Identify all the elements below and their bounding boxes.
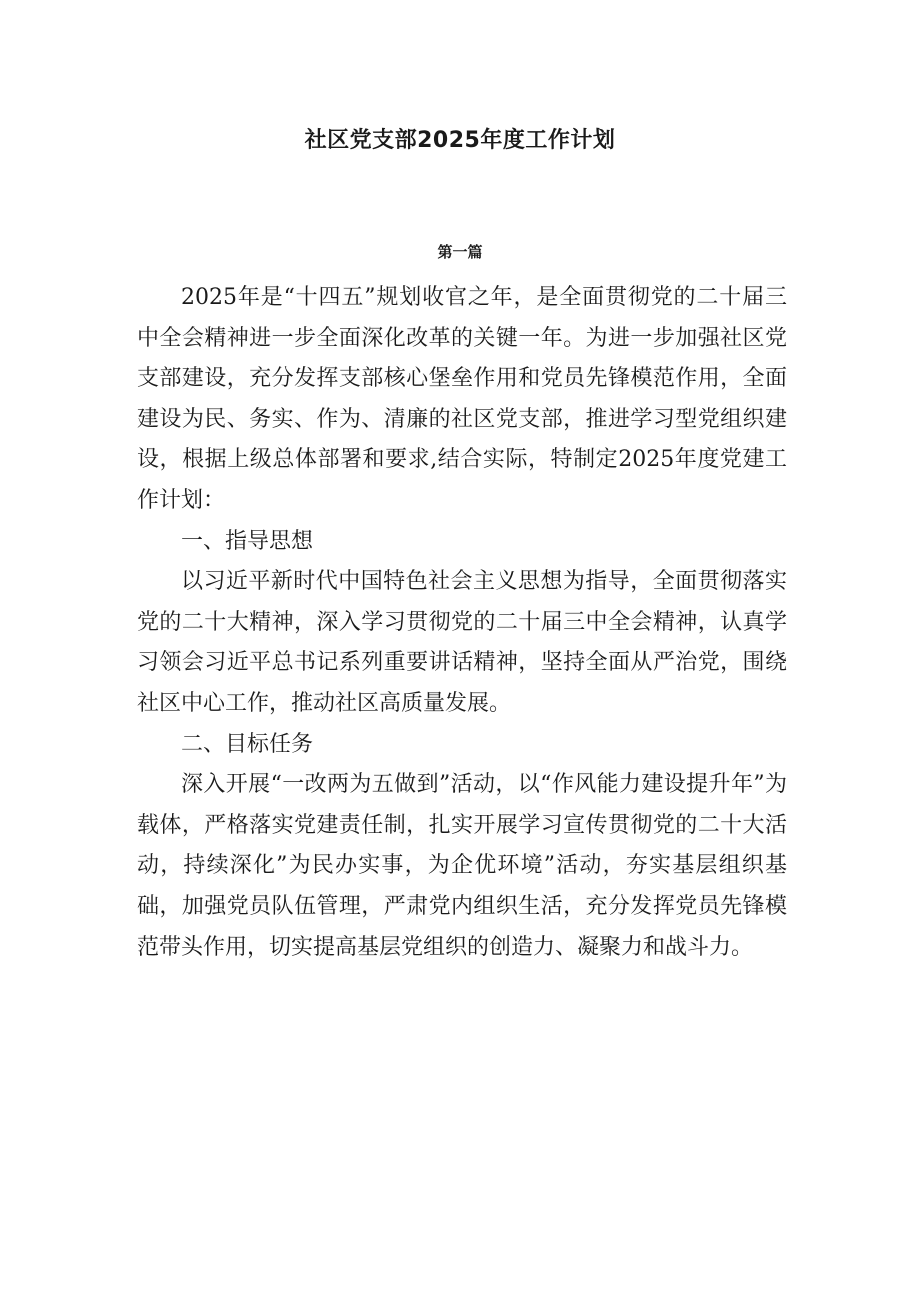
document-title: 社区党支部2025年度工作计划 — [304, 128, 616, 153]
heading-guiding-ideology: 一、指导思想 — [181, 528, 314, 554]
section-subtitle: 第一篇 — [437, 243, 483, 261]
paragraph-intro: 2025年是“十四五”规划收官之年，是全面贯彻党的二十届三中全会精神进一步全面深化改革的关键一年。为进一步加强社区党支部建设，充分发挥支部核心堡垒作用和党员先锋模范作用，全面建设为民、务实、作为、清廉的社区党支部，推进学习型党组织建设，根据上级总体部署和要求,结合实际，特制定2025年度党建工作计划： — [137, 285, 787, 513]
document-body — [137, 278, 787, 968]
paragraph-goals-tasks: 深入开展“一改两为五做到”活动，以“作风能力建设提升年”为载体，严格落实党建责任制，扎实开展学习宣传贯彻党的二十大活动，持续深化”为民办实事，为企优环境”活动，夯实基层组织基础，加强党员队伍管理，严肃党内组织生活，充分发挥党员先锋模范带头作用，切实提高基层党组织的创造力、凝聚力和战斗力。 — [137, 772, 787, 960]
paragraph-guiding-ideology: 以习近平新时代中国特色社会主义思想为指导，全面贯彻落实党的二十大精神，深入学习贯彻党的二十届三中全会精神，认真学习领会习近平总书记系列重要讲话精神，坚持全面从严治党，围绕社区中心工作，推动社区高质量发展。 — [137, 569, 787, 716]
heading-goals-tasks: 二、目标任务 — [181, 731, 314, 757]
